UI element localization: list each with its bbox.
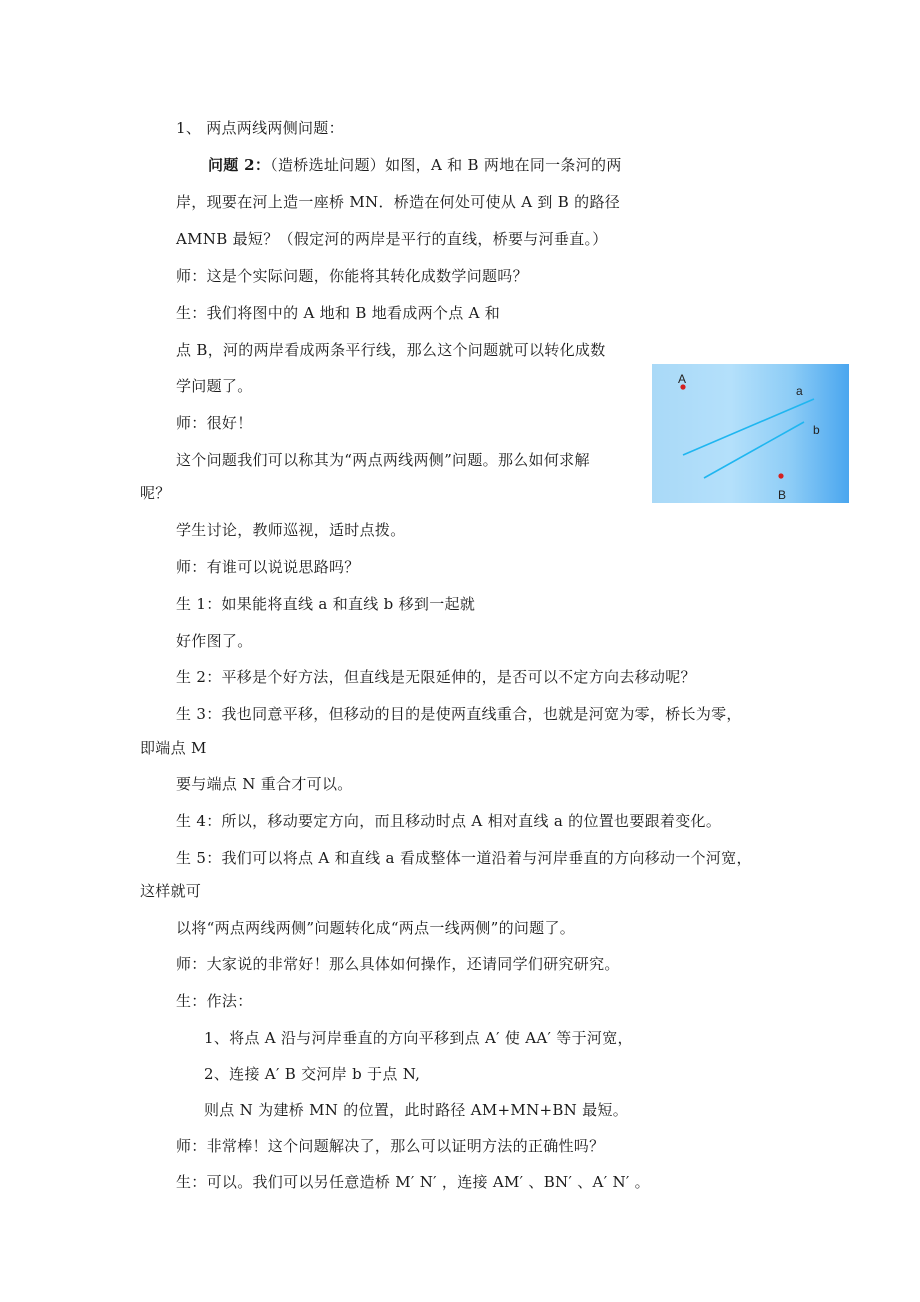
text-segment: 生：我们将图中的 A 地和 B 地看成两个点 A 和	[176, 304, 501, 322]
text-line	[176, 848, 752, 868]
text-line	[176, 774, 353, 794]
text-segment: 则点 N 为建桥 MN 的位置，此时路径 AM+MN+BN 最短。	[204, 1101, 629, 1119]
text-segment: 师：这是个实际问题，你能将其转化成数学问题吗？	[176, 267, 528, 285]
text-line	[176, 811, 721, 831]
text-line	[176, 266, 528, 286]
text-line	[176, 229, 608, 249]
text-line	[208, 155, 622, 175]
text-line	[204, 1064, 420, 1084]
text-segment: 1、将点 A 沿与河岸垂直的方向平移到点 A′ 使 AA′ 等于河宽，	[204, 1029, 633, 1047]
label-point-b: B	[778, 488, 787, 502]
text-segment: 生 1：如果能将直线 a 和直线 b 移到一起就	[176, 595, 476, 613]
text-segment: 1、 两点两线两侧问题：	[176, 119, 344, 137]
text-segment: 师：大家说的非常好！那么具体如何操作，还请同学们研究研究。	[176, 955, 620, 973]
text-segment: 生：可以。我们可以另任意造桥 M′ N′ ，连接 AM′ 、BN′ 、A′ N′ 。	[176, 1173, 650, 1191]
text-segment: 生 4：所以，移动要定方向，而且移动时点 A 相对直线 a 的位置也要跟着变化。	[176, 812, 722, 830]
text-line	[140, 738, 207, 758]
text-segment: 生：作法：	[176, 992, 253, 1010]
text-line	[176, 413, 253, 433]
text-segment: AMNB 最短？（假定河的两岸是平行的直线，桥要与河垂直。）	[176, 230, 608, 248]
text-segment: 学生讨论，教师巡视，适时点拨。	[176, 521, 406, 539]
text-line	[176, 376, 253, 396]
text-line	[176, 520, 406, 540]
text-line	[140, 483, 171, 503]
text-segment: 这样就可	[140, 882, 202, 900]
text-line	[176, 667, 696, 687]
text-segment: （造桥选址问题）如图，A 和 B 两地在同一条河的两	[270, 156, 622, 174]
text-line	[204, 1028, 633, 1048]
text-segment: 岸，现要在河上造一座桥 MN．桥造在何处可使从 A 到 B 的路径	[176, 193, 621, 211]
text-segment: 师：非常棒！这个问题解决了，那么可以证明方法的正确性吗？	[176, 1137, 605, 1155]
text-segment: 以将“两点两线两侧”问题转化成“两点一线两侧”的问题了。	[176, 919, 576, 937]
text-line	[176, 192, 620, 212]
text-line	[176, 631, 253, 651]
text-segment: 2、连接 A′ B 交河岸 b 于点 N,	[204, 1065, 421, 1083]
text-line	[176, 450, 590, 470]
label-point-a: A	[678, 372, 687, 386]
text-segment: 要与端点 N 重合才可以。	[176, 775, 353, 793]
text-line	[176, 557, 360, 577]
text-line	[176, 704, 742, 724]
text-line	[176, 594, 475, 614]
text-segment: 点 B，河的两岸看成两条平行线，那么这个问题就可以转化成数	[176, 341, 606, 359]
text-line	[176, 954, 620, 974]
river-diagram	[652, 364, 849, 503]
label-line-b: b	[813, 423, 820, 437]
river-figure	[652, 364, 849, 503]
text-line	[176, 918, 575, 938]
text-segment: 学问题了。	[176, 377, 253, 395]
text-line	[176, 340, 606, 360]
text-line	[176, 1172, 650, 1192]
text-segment: 呢？	[140, 484, 171, 502]
label-line-a: a	[796, 384, 803, 398]
text-segment: 好作图了。	[176, 632, 253, 650]
text-segment: 生 2：平移是个好方法，但直线是无限延伸的，是否可以不定方向去移动呢？	[176, 668, 696, 686]
point-b-marker	[778, 473, 783, 478]
text-segment: 生 3：我也同意平移，但移动的目的是使两直线重合，也就是河宽为零，桥长为零，	[176, 705, 742, 723]
text-line	[176, 1136, 604, 1156]
problem-label: 问题 2：	[208, 156, 271, 174]
text-segment: 师：有谁可以说说思路吗？	[176, 558, 360, 576]
river-bank-b	[704, 422, 804, 478]
text-line	[176, 303, 500, 323]
text-segment: 生 5：我们可以将点 A 和直线 a 看成整体一道沿着与河岸垂直的方向移动一个河宽，	[176, 849, 752, 867]
text-line	[204, 1100, 628, 1120]
text-line	[140, 881, 201, 901]
text-segment: 这个问题我们可以称其为“两点两线两侧”问题。那么如何求解	[176, 451, 590, 469]
text-line	[176, 991, 253, 1011]
text-segment: 师：很好！	[176, 414, 253, 432]
text-segment: 即端点 M	[140, 739, 207, 757]
text-line	[176, 118, 344, 138]
